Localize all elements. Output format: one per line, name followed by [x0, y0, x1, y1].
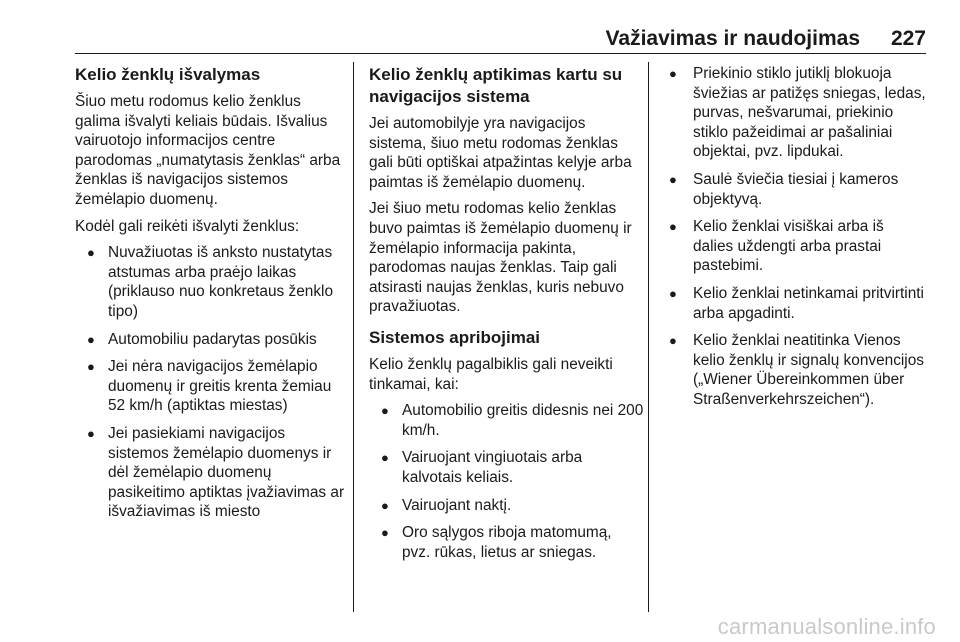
section-heading-limitations: Sistemos apribojimai: [369, 327, 540, 347]
list-item: ● Kelio ženklai netinkamai pritvirtinti arba apgadinti.: [665, 284, 927, 323]
header-divider: [75, 53, 926, 54]
list-item: ● Saulė šviečia tiesiai į kameros objektyvą.: [665, 170, 927, 209]
list-item: ● Jei nėra navigacijos žemėlapio duomenų ir greitis krenta žemiau 52 km/h (aptiktas miestas): [75, 357, 350, 416]
column-3: [665, 64, 927, 418]
list-item: ● Priekinio stiklo jutiklį blokuoja šviežias ar patižęs sniegas, ledas, purvas, nešvarumai, priekinio stiklo pažeidimai ar pašaliniai objektai, pvz. lipdukai.: [665, 64, 927, 162]
section-heading-navigation: Kelio ženklų aptikimas kartu su navigacijos sistema: [369, 65, 623, 106]
column-2: [369, 64, 644, 570]
list-item: ● Oro sąlygos riboja matomumą, pvz. rūkas, lietus ar sniegas.: [369, 523, 644, 562]
bullet-list: [75, 243, 350, 522]
column-divider-1: [353, 62, 354, 612]
paragraph: Šiuo metu rodomus kelio ženklus galima išvalyti keliais būdais. Išvalius vairuotojo informacijos centre parodomas „numatytasis ženklas“ arba ženklas iš navigacijos sistemos žemėlapio duomenų.: [75, 93, 341, 208]
list-item: ● Kelio ženklai visiškai arba iš dalies uždengti arba prastai pastebimi.: [665, 217, 927, 276]
section-heading-sign-clearing: Kelio ženklų išvalymas: [75, 65, 261, 84]
list-item: ● Vairuojant naktį.: [369, 496, 644, 516]
list-item: ● Automobiliu padarytas posūkis: [75, 330, 350, 350]
paragraph: Kodėl gali reikėti išvalyti ženklus:: [75, 217, 300, 235]
list-item: ● Automobilio greitis didesnis nei 200 km/h.: [369, 401, 644, 440]
column-divider-2: [648, 62, 649, 612]
paragraph: Jei automobilyje yra navigacijos sistema, šiuo metu rodomas ženklas gali būti optiškai atpažintas kelyje arba paimtas iš žemėlapio duomenų.: [369, 115, 632, 191]
paragraph: Kelio ženklų pagalbiklis gali neveikti tinkamai, kai:: [369, 355, 613, 393]
page-number: 227: [890, 27, 926, 50]
watermark: carmanualsonline.info: [717, 614, 936, 639]
page-header-title: Važiavimas ir naudojimas: [605, 27, 860, 50]
list-item: ● Nuvažiuotas iš anksto nustatytas atstumas arba praėjo laikas (priklauso nuo konkretaus ženklo tipo): [75, 243, 350, 321]
bullet-list: [369, 401, 644, 562]
list-item: ● Jei pasiekiami navigacijos sistemos žemėlapio duomenys ir dėl žemėlapio duomenų pasikeitimo aptiktas įvažiavimas ar išvažiavimas iš miesto: [75, 424, 350, 522]
bullet-list: [665, 64, 927, 410]
column-1: [75, 64, 350, 530]
list-item: ● Kelio ženklai neatitinka Vienos kelio ženklų ir signalų konvencijos („Wiener Übereinkommen über Straßenverkehrszeichen“).: [665, 331, 927, 409]
paragraph: Jei šiuo metu rodomas kelio ženklas buvo paimtas iš žemėlapio duomenų ir žemėlapio informacija pakinta, parodomas naujas ženklas. Taip gali atsirasti naujas ženklas, kuris nebuvo pravažiuotas.: [369, 200, 632, 316]
list-item: ● Vairuojant vingiuotais arba kalvotais keliais.: [369, 448, 644, 487]
